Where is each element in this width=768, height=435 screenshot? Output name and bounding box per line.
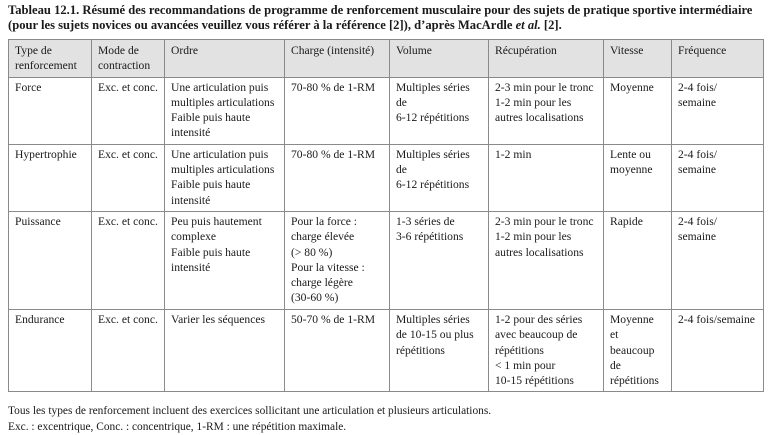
cell-charge: Pour la force : charge élevée (> 80 %) Pour la vitesse : charge légère (30-60 %) xyxy=(285,211,390,309)
header-ordre: Ordre xyxy=(165,40,285,78)
cell-volume: Multiples séries de 10-15 ou plus répétitions xyxy=(390,309,489,391)
cell-recuperation: 2-3 min pour le tronc 1-2 min pour les autres localisations xyxy=(489,211,604,309)
cell-type: Hypertrophie xyxy=(9,144,92,211)
caption-text: Résumé des recommandations de programme de renforcement musculaire pour des sujets de pratique sportive intermédiaire (pour les sujets novices ou avancées veuillez vous référer à la référence [2]), d’après MacArdle xyxy=(8,3,753,32)
cell-charge: 50-70 % de 1-RM xyxy=(285,309,390,391)
caption-etal: et al. xyxy=(515,18,541,32)
table-label: Tableau 12.1. xyxy=(8,3,80,17)
cell-charge: 70-80 % de 1-RM xyxy=(285,144,390,211)
table-notes xyxy=(8,403,763,435)
cell-volume: 1-3 séries de 3-6 répétitions xyxy=(390,211,489,309)
cell-mode: Exc. et conc. xyxy=(92,211,165,309)
header-mode: Mode de contraction xyxy=(92,40,165,78)
header-row xyxy=(9,40,764,78)
cell-recuperation: 1-2 pour des séries avec beaucoup de répétitions < 1 min pour 10-15 répétitions xyxy=(489,309,604,391)
cell-vitesse: Rapide xyxy=(604,211,672,309)
cell-type: Endurance xyxy=(9,309,92,391)
cell-frequence: 2-4 fois/ semaine xyxy=(672,144,764,211)
cell-volume: Multiples séries de 6-12 répétitions xyxy=(390,144,489,211)
cell-ordre: Peu puis hautement complexe Faible puis haute intensité xyxy=(165,211,285,309)
cell-frequence: 2-4 fois/semaine xyxy=(672,309,764,391)
header-frequence: Fréquence xyxy=(672,40,764,78)
note-line: Tous les types de renforcement incluent des exercices sollicitant une articulation et plusieurs articulations. xyxy=(8,405,492,417)
cell-charge: 70-80 % de 1-RM xyxy=(285,77,390,144)
table-row xyxy=(9,77,764,144)
cell-vitesse: Moyenne et beaucoup de répétitions xyxy=(604,309,672,391)
header-recuperation: Récupération xyxy=(489,40,604,78)
cell-volume: Multiples séries de 6-12 répétitions xyxy=(390,77,489,144)
table-caption xyxy=(8,3,763,33)
cell-vitesse: Moyenne xyxy=(604,77,672,144)
cell-mode: Exc. et conc. xyxy=(92,77,165,144)
cell-vitesse: Lente ou moyenne xyxy=(604,144,672,211)
cell-mode: Exc. et conc. xyxy=(92,144,165,211)
cell-frequence: 2-4 fois/ semaine xyxy=(672,77,764,144)
header-charge: Charge (intensité) xyxy=(285,40,390,78)
caption-text-end: [2]. xyxy=(540,18,562,32)
cell-recuperation: 1-2 min xyxy=(489,144,604,211)
header-type: Type de renforcement xyxy=(9,40,92,78)
table-row xyxy=(9,211,764,309)
cell-mode: Exc. et conc. xyxy=(92,309,165,391)
cell-ordre: Une articulation puis multiples articulations Faible puis haute intensité xyxy=(165,77,285,144)
header-vitesse: Vitesse xyxy=(604,40,672,78)
note-line: Exc. : excentrique, Conc. : concentrique, 1-RM : une répétition maximale. xyxy=(8,421,347,433)
cell-frequence: 2-4 fois/ semaine xyxy=(672,211,764,309)
cell-type: Puissance xyxy=(9,211,92,309)
table-row xyxy=(9,309,764,391)
cell-ordre: Varier les séquences xyxy=(165,309,285,391)
cell-type: Force xyxy=(9,77,92,144)
cell-ordre: Une articulation puis multiples articulations Faible puis haute intensité xyxy=(165,144,285,211)
header-volume: Volume xyxy=(390,40,489,78)
table-row xyxy=(9,144,764,211)
cell-recuperation: 2-3 min pour le tronc 1-2 min pour les autres localisations xyxy=(489,77,604,144)
recommendations-table xyxy=(8,39,764,392)
